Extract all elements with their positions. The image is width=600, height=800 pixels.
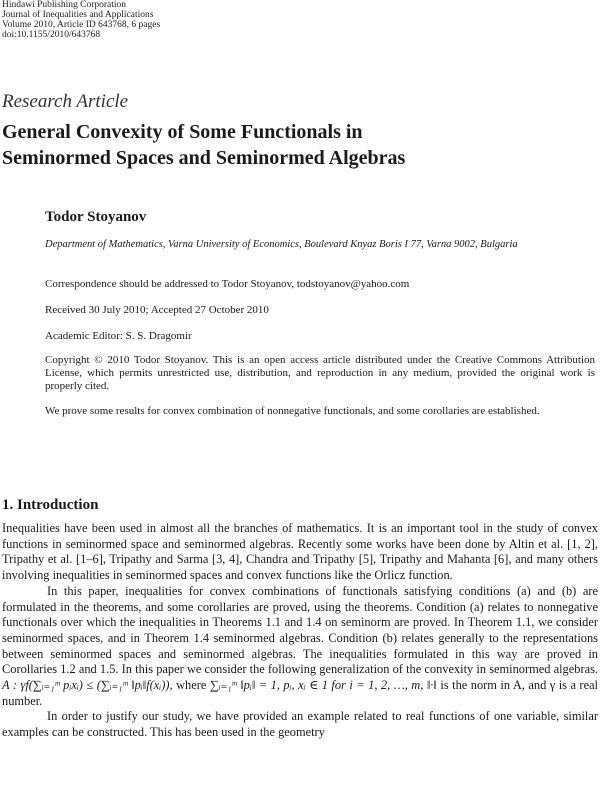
title-line-1: General Convexity of Some Functionals in xyxy=(2,121,363,143)
volume-info: Volume 2010, Article ID 643768, 6 pages xyxy=(2,20,161,30)
copyright-notice: Copyright © 2010 Todor Stoyanov. This is an open access article distributed under the Creative Commons Attribution License, which permits unrestricted use, distribution, and reproduction in any medium, provided the original work is properly cited. xyxy=(45,354,595,392)
paragraph-2-where: where xyxy=(176,678,207,693)
convexity-formula: A : γf(∑ᵢ₌₁ᵐ pᵢxᵢ) ≤ (∑ᵢ₌₁ᵐ ‖pᵢ‖f(xᵢ)), xyxy=(2,678,173,693)
publisher-name: Hindawi Publishing Corporation xyxy=(2,0,127,10)
author-affiliation: Department of Mathematics, Varna University of Economics, Boulevard Knyaz Boris I 77, Varna 9002, Bulgaria xyxy=(45,239,518,250)
introduction-body xyxy=(2,521,598,741)
paper-title xyxy=(2,119,592,171)
paragraph-2 xyxy=(2,584,598,710)
abstract: We prove some results for convex combination of nonnegative functionals, and some corollaries are established. xyxy=(45,405,540,417)
paragraph-2-tail: is the norm in A, and γ is a real number. xyxy=(2,678,599,708)
paragraph-2-text: In this paper, inequalities for convex combinations of functionals satisfying conditions (a) and (b) are formulated in the theorems, and some corollaries are proved, using the theorems. Condition (a) relates to nonnegative functionals over which the inequalities in Theorems 1.1 and 1.4 on seminorm are proved. In Theorem 1.1, we consider seminormed spaces, and in Theorem 1.4 seminormed algebras. Condition (b) relates generally to the representations between seminormed spaces and seminormed algebras. The inequalities formulated in this way are proved in Corollaries 1.2 and 1.5. In this paper we consider the following generalization of the convexity in seminormed algebras. xyxy=(2,583,598,677)
author-name: Todor Stoyanov xyxy=(45,209,147,225)
section-heading-introduction: 1. Introduction xyxy=(2,497,99,513)
doi: doi:10.1155/2010/643768 xyxy=(2,30,101,40)
article-type: Research Article xyxy=(2,91,129,112)
paragraph-1: Inequalities have been used in almost all the branches of mathematics. It is an important tool in the study of convex functions in seminormed space and seminormed algebras. Recently some works have been done by Altin et al. [1, 2], Tripathy et al. [1–6], Tripathy and Sarma [3, 4], Chandra and Tripathy [5], Tripathy and Mahanta [6], and many others involving inequalities in seminormed spaces and convex functions like the Orlicz function. xyxy=(2,521,598,583)
academic-editor: Academic Editor: S. S. Dragomir xyxy=(45,330,192,342)
journal-masthead xyxy=(2,0,160,40)
paragraph-3: In order to justify our study, we have provided an example related to real functions of one variable, similar examples can be constructed. This has been used in the geometry xyxy=(2,709,598,740)
weights-condition-formula: ∑ᵢ₌₁ᵐ ‖pᵢ‖ = 1, pᵢ, xᵢ ∈ 1 for i = 1, 2, …, m, ‖·‖ xyxy=(209,678,437,693)
correspondence-note: Correspondence should be addressed to Todor Stoyanov, todstoyanov@yahoo.com xyxy=(45,278,410,290)
received-accepted-dates: Received 30 July 2010; Accepted 27 October 2010 xyxy=(45,304,269,316)
title-line-2: Seminormed Spaces and Seminormed Algebras xyxy=(2,147,406,169)
journal-name: Journal of Inequalities and Applications xyxy=(2,10,154,20)
